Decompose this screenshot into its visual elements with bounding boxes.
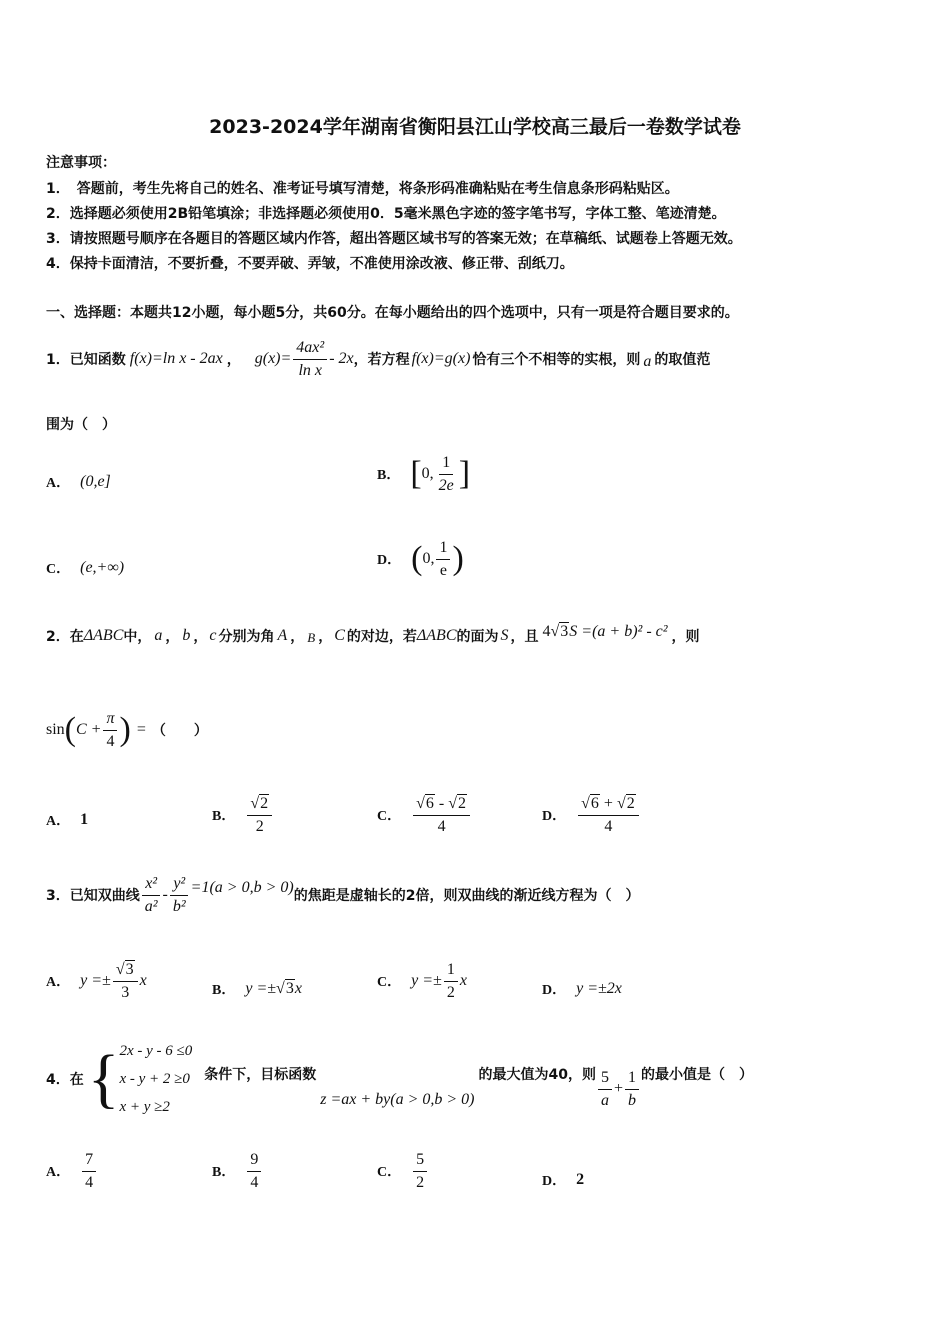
q2-option-c[interactable] <box>377 790 472 840</box>
q2-option-a[interactable] <box>46 808 88 832</box>
q3-option-a-pre: y =± <box>80 972 111 989</box>
q2-option-a-value: 1 <box>80 811 89 828</box>
q2-var-b: b <box>182 627 191 644</box>
q4-f2-num: 1 <box>625 1068 639 1090</box>
q4-option-c-fraction <box>413 1150 427 1193</box>
q1-option-b-fraction <box>436 453 457 496</box>
q2-option-d[interactable] <box>542 790 641 840</box>
q4-plus: + <box>614 1080 624 1097</box>
q2-sin-expression: sin ( C + $\frac{\pi}{4}$ ) = （ ） <box>46 709 208 750</box>
q3-option-b-rad: 3 <box>285 980 294 997</box>
q1-intro: 1．已知函数 <box>46 352 126 368</box>
q3-option-a-post: x <box>139 972 147 989</box>
q1-option-b-num: 1 <box>439 453 453 475</box>
q1-option-d-den: e <box>439 561 447 579</box>
q2-text-5: 的面为 <box>456 629 499 645</box>
q2-cond-radicand: 3 <box>560 623 569 640</box>
q1-option-c-value: (e,+∞) <box>80 559 125 576</box>
q3-option-d-value: y =±2x <box>576 980 622 997</box>
q4-constraint-3: x + y ≥2 <box>119 1099 170 1115</box>
q1-option-c-label: C． <box>46 562 71 577</box>
q2-cond-pre: 4 <box>542 623 551 640</box>
q2-option-c-label: C． <box>377 809 402 824</box>
q3-option-c-den: 2 <box>446 983 455 1001</box>
question-4 <box>46 1036 753 1122</box>
q3-option-c-label: C． <box>377 975 402 990</box>
q2-intro: 2．在 <box>46 629 84 645</box>
q4-option-a-label: A． <box>46 1165 71 1180</box>
question-3 <box>46 870 639 920</box>
q4-option-a-num: 7 <box>82 1150 96 1172</box>
q3-option-c-post: x <box>459 972 467 989</box>
q4-option-d-value: 2 <box>576 1171 585 1188</box>
q3-option-a-fraction: $\frac{√3}{3}$ <box>113 960 138 1003</box>
q1-tail2: 的取值范 <box>654 352 711 368</box>
q2-text-3: 分别为角 <box>218 629 275 645</box>
q3-den-b: b² <box>172 897 186 915</box>
q3-option-a-den: 3 <box>121 983 130 1001</box>
q4-text-3: 的最大值为40，则 <box>478 1067 596 1083</box>
q4-option-d-label: D． <box>542 1174 567 1189</box>
q3-minus: - <box>162 886 168 903</box>
q4-option-c-den: 2 <box>416 1173 425 1191</box>
q4-option-b-num: 9 <box>247 1150 261 1172</box>
q2-triangle: ΔABC <box>83 627 124 644</box>
notice-item-3: 3．请按照题号顺序在各题目的答题区域内作答，超出答题区域书写的答案无效；在草稿纸、试题卷上答题无效。 <box>46 231 742 247</box>
q1-option-d-num: 1 <box>436 538 450 560</box>
q1-g-denominator: ln x <box>298 361 323 379</box>
q2-sin-eq: = <box>136 721 146 738</box>
q2-option-b-label: B． <box>212 809 236 824</box>
q2-angle-b: B <box>307 630 316 645</box>
q4-f1-den: a <box>601 1091 609 1109</box>
q3-option-b-pre: y =± <box>245 980 277 997</box>
q3-option-c-pre: y =± <box>411 972 442 989</box>
q1-equation: f(x)=g(x) <box>411 350 471 367</box>
q4-constraints <box>119 1037 192 1121</box>
q2-angle-c: C <box>334 627 345 644</box>
notice-item-4: 4．保持卡面清洁，不要折叠，不要弄破、弄皱，不准使用涂改液、修正带、刮纸刀。 <box>46 256 574 272</box>
q4-option-c-num: 5 <box>413 1150 427 1172</box>
q2-comma-4: ， <box>318 629 333 645</box>
q4-option-b-fraction <box>247 1150 261 1193</box>
q3-option-a-label: A． <box>46 975 71 990</box>
q3-option-a-num: 3 <box>125 960 134 978</box>
q2-option-c-den: 4 <box>437 817 446 835</box>
q3-option-d-label: D． <box>542 983 567 998</box>
q3-den-a: a² <box>144 897 158 915</box>
q4-option-c[interactable] <box>377 1146 429 1196</box>
q2-comma-2: ， <box>193 629 208 645</box>
q4-option-b-label: B． <box>212 1165 236 1180</box>
notice-item-2: 2．选择题必须使用2B铅笔填涂；非选择题必须使用0．5毫米黑色字迹的签字笔书写，字体工整、笔迹清楚。 <box>46 206 726 222</box>
q4-constraint-2: x - y + 2 ≥0 <box>119 1071 190 1087</box>
q2-option-b-den: 2 <box>255 817 264 835</box>
q4-f1-num: 5 <box>598 1068 612 1090</box>
q2-option-b-fraction: $\frac{√2}{2}$ <box>247 794 272 837</box>
q2-triangle-2: ΔABC <box>416 627 457 644</box>
q1-option-a-label: A． <box>46 476 71 491</box>
q1-option-c[interactable] <box>46 548 124 588</box>
q1-option-a[interactable] <box>46 462 111 502</box>
q1-option-b-den: 2e <box>438 476 454 494</box>
q2-area-s: S <box>500 627 509 644</box>
q2-sin-num: π <box>103 709 117 731</box>
q1-option-d[interactable]: D． ( 0, $\frac{1}{e}$ ) <box>377 538 464 579</box>
q4-option-b-den: 4 <box>250 1173 259 1191</box>
q4-option-a-fraction <box>82 1150 96 1193</box>
page-title: 2023-2024学年湖南省衡阳县江山学校高三最后一卷数学试卷 <box>209 116 741 138</box>
q1-sep: ， <box>226 352 241 368</box>
section-heading: 一、选择题：本题共12小题，每小题5分，共60分。在每小题给出的四个选项中，只有一项是符合题目要求的。 <box>46 305 739 321</box>
q2-text-4: 的对边，若 <box>346 629 417 645</box>
q2-option-b-num: 2 <box>260 794 269 812</box>
q1-mid: ，若方程 <box>353 352 410 368</box>
question-1 <box>46 330 710 388</box>
q3-num-y: y² <box>170 874 188 896</box>
q4-option-d[interactable] <box>542 1168 584 1192</box>
q2-option-c-num1: 6 <box>425 794 434 812</box>
q4-text-4: 的最小值是（ ） <box>641 1067 754 1083</box>
q3-text: 的焦距是虚轴长的2倍，则双曲线的渐近线方程为（ ） <box>293 888 640 904</box>
q4-brace: { <box>87 1042 120 1115</box>
q2-option-c-num2: 2 <box>458 794 467 812</box>
q2-answer-blank: （ ） <box>151 723 208 739</box>
q1-g-tail: - 2x <box>329 350 354 367</box>
q2-var-a: a <box>154 627 163 644</box>
q2-sin-label: sin <box>46 721 65 738</box>
q4-constraint-1: 2x - y - 6 ≤0 <box>119 1043 193 1059</box>
q2-sin-den: 4 <box>106 732 115 750</box>
q2-comma-1: ， <box>165 629 180 645</box>
q1-option-b[interactable]: B． [ 0, $\frac{1}{2e}$ ] <box>377 453 471 494</box>
q1-option-d-fraction <box>436 538 450 581</box>
q1-option-a-value: (0,e] <box>80 473 111 490</box>
q2-text-7: ，则 <box>671 629 700 645</box>
q2-option-c-op: - <box>438 794 445 812</box>
q1-option-b-label: B． <box>377 468 401 483</box>
q2-sin-fraction <box>103 709 117 752</box>
q4-fraction-5a <box>598 1068 612 1111</box>
q3-option-d[interactable] <box>542 976 622 1002</box>
q2-option-d-den: 4 <box>604 817 613 835</box>
q2-option-d-num2: 2 <box>626 794 635 812</box>
q1-option-d-label: D． <box>377 553 402 568</box>
q2-var-c: c <box>209 627 217 644</box>
q2-option-c-fraction: $\frac{√6 - √2}{4}$ <box>413 794 470 837</box>
q1-option-d-pre: 0, <box>422 550 435 567</box>
q1-option-b-pre: 0, <box>421 465 434 482</box>
q2-option-d-label: D． <box>542 809 567 824</box>
q2-comma-3: ， <box>290 629 305 645</box>
q4-fraction-1b <box>625 1068 639 1111</box>
q2-option-a-label: A． <box>46 814 71 829</box>
q2-text-2: 中， <box>123 629 152 645</box>
q3-option-c-num: 1 <box>444 960 458 982</box>
q1-f-expr: f(x)=ln x - 2ax <box>129 350 223 367</box>
q2-angle-a: A <box>277 627 288 644</box>
q1-g-lhs: g(x)= <box>254 350 292 367</box>
q4-option-b[interactable] <box>212 1146 263 1196</box>
q2-sin-c: C + <box>76 721 102 738</box>
q3-option-b-label: B． <box>212 983 236 998</box>
q3-rhs: =1(a > 0,b > 0) <box>190 879 294 896</box>
q4-option-a-den: 4 <box>85 1173 94 1191</box>
q2-option-b[interactable] <box>212 790 274 840</box>
q3-fraction-x <box>142 874 161 917</box>
q1-g-fraction <box>293 338 327 381</box>
q4-intro: 4．在 <box>46 1072 84 1088</box>
notice-heading: 注意事项： <box>46 155 116 171</box>
q2-option-d-op: + <box>603 794 613 812</box>
q3-option-c-fraction <box>444 960 458 1003</box>
q2-cond-post: S =(a + b)² - c² <box>569 623 668 640</box>
q2-text-6: ，且 <box>510 629 539 645</box>
q3-fraction-y <box>170 874 189 917</box>
q4-option-a[interactable] <box>46 1146 98 1196</box>
q1-line2: 围为（ ） <box>46 417 116 433</box>
q4-text-2: 条件下，目标函数 <box>204 1067 317 1083</box>
q4-objective: z =ax + by(a > 0,b > 0) <box>320 1091 475 1108</box>
q1-tail: 恰有三个不相等的实根，则 <box>472 352 641 368</box>
q2-option-d-num1: 6 <box>590 794 599 812</box>
notice-item-1: 1． 答题前，考生先将自己的姓名、准考证号填写清楚，将条形码准确粘贴在考生信息条形码粘贴区。 <box>46 181 679 197</box>
q2-condition: 4√3S =(a + b)² - c² <box>542 623 668 640</box>
q3-option-b-post: x <box>294 980 302 997</box>
q1-g-numerator: 4ax² <box>293 338 327 360</box>
q4-option-c-label: C． <box>377 1165 402 1180</box>
q3-intro: 3．已知双曲线 <box>46 888 140 904</box>
q2-option-d-fraction: $\frac{√6 + √2}{4}$ <box>578 794 639 837</box>
q3-option-c[interactable] <box>377 956 467 1006</box>
q3-num-x: x² <box>142 874 160 896</box>
q3-option-a[interactable] <box>46 956 147 1006</box>
q1-var-a: a <box>643 353 652 370</box>
question-2 <box>46 618 700 654</box>
q4-f2-den: b <box>628 1091 637 1109</box>
q3-option-b[interactable]: B． y =± √3 x <box>212 980 302 998</box>
